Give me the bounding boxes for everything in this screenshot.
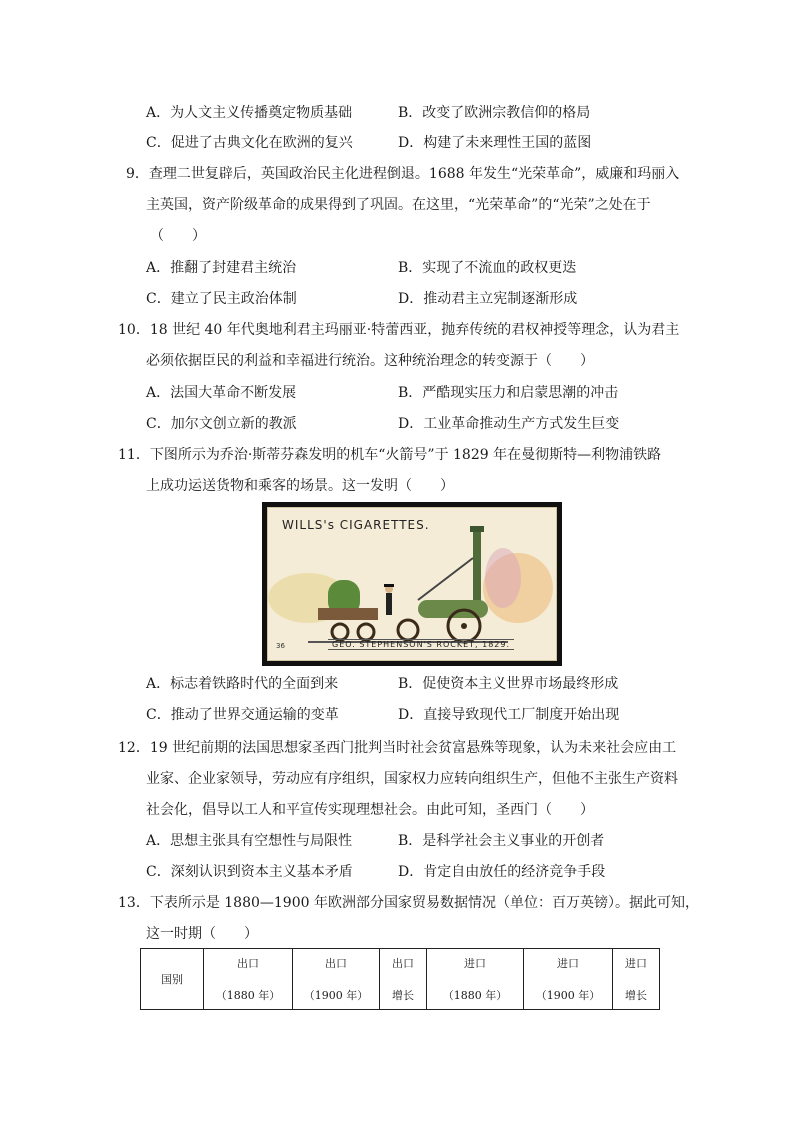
- header-export-1880: [204, 949, 293, 1010]
- q10-option-d: D．工业革命推动生产方式发生巨变: [398, 416, 620, 432]
- q13-stem-line-1: 13．下表所示是 1880—1900 年欧洲部分国家贸易数据情况（单位：百万英镑）。据此可知，: [118, 895, 699, 911]
- q8-option-d: D．构建了未来理性王国的蓝图: [398, 135, 592, 151]
- header-import-growth: [613, 949, 660, 1010]
- q11-option-c: C．推动了世界交通运输的变革: [146, 707, 339, 723]
- q9-option-a: A．推翻了封建君主统治: [146, 260, 297, 276]
- header-export-1900: [293, 949, 380, 1010]
- header-sublabel: （1880 年）: [215, 989, 281, 1002]
- cigarette-card: [267, 507, 557, 661]
- header-import-1900: [524, 949, 613, 1010]
- header-label: 进口: [625, 957, 647, 970]
- header-sublabel: （1900 年）: [535, 989, 601, 1002]
- q13-stem-line-2: 这一时期（ ）: [146, 926, 258, 942]
- locomotive-illustration: [268, 508, 556, 660]
- q9-option-d: D．推动君主立宪制逐渐形成: [398, 291, 578, 307]
- q12-option-d: D．肯定自由放任的经济竞争手段: [398, 864, 606, 880]
- q10-stem-line-1: 10．18 世纪 40 年代奥地利君主玛丽亚·特蕾西亚，抛弃传统的君权神授等理念，认为君主: [118, 322, 680, 338]
- header-label: 出口: [325, 957, 347, 970]
- card-caption: GEO. STEPHENSON'S ROCKET, 1829.: [328, 639, 514, 650]
- header-country-label: 国别: [161, 973, 183, 986]
- q9-stem-line-2: 主英国，资产阶级革命的成果得到了巩固。在这里，“光荣革命”的“光荣”之处在于: [146, 197, 651, 213]
- header-label: 出口: [392, 957, 414, 970]
- q11-stem-line-2: 上成功运送货物和乘客的场景。这一发明（ ）: [146, 478, 454, 494]
- header-sublabel: （1900 年）: [303, 989, 369, 1002]
- q8-option-c: C．促进了古典文化在欧洲的复兴: [146, 135, 353, 151]
- card-number: 36: [276, 642, 285, 650]
- header-label: 进口: [557, 957, 579, 970]
- q10-option-b: B．严酷现实压力和启蒙思潮的冲击: [398, 385, 619, 401]
- header-sublabel: （1880 年）: [442, 989, 508, 1002]
- header-sublabel: 增长: [392, 989, 414, 1002]
- trade-data-table: [140, 948, 660, 1010]
- q11-option-d: D．直接导致现代工厂制度开始出现: [398, 707, 620, 723]
- header-export-growth: [380, 949, 427, 1010]
- header-import-1880: [427, 949, 524, 1010]
- q12-stem-line-2: 业家、企业家领导，劳动应有序组织，国家权力应转向组织生产，但他不主张生产资料: [146, 771, 678, 787]
- q10-option-c: C．加尔文创立新的教派: [146, 416, 297, 432]
- q9-stem-line-3: （ ）: [150, 228, 206, 244]
- q8-option-b: B．改变了欧洲宗教信仰的格局: [398, 105, 591, 121]
- header-country: [141, 949, 204, 1010]
- q12-stem-line-3: 社会化，倡导以工人和平宣传实现理想社会。由此可知，圣西门（ ）: [146, 802, 594, 818]
- q9-stem-line-1: 9．查理二世复辟后，英国政治民主化进程倒退。1688 年发生“光荣革命”，威廉和玛丽入: [126, 166, 680, 182]
- q12-option-b: B．是科学社会主义事业的开创者: [398, 833, 605, 849]
- header-label: 进口: [464, 957, 486, 970]
- q10-stem-line-2: 必须依据臣民的利益和幸福进行统治。这种统治理念的转变源于（ ）: [146, 353, 594, 369]
- q9-option-c: C．建立了民主政治体制: [146, 291, 297, 307]
- q11-stem-line-1: 11．下图所示为乔治·斯蒂芬森发明的机车“火箭号”于 1829 年在曼彻斯特—利物浦铁路: [118, 447, 662, 463]
- q12-stem-line-1: 12．19 世纪前期的法国思想家圣西门批判当时社会贫富悬殊等现象，认为未来社会应由工: [118, 740, 677, 756]
- table-header-row: [141, 949, 660, 1010]
- card-title: WILLS's CIGARETTES.: [282, 518, 430, 532]
- q10-option-a: A．法国大革命不断发展: [146, 385, 297, 401]
- header-sublabel: 增长: [625, 989, 647, 1002]
- header-label: 出口: [237, 957, 259, 970]
- q11-option-b: B．促使资本主义世界市场最终形成: [398, 676, 619, 692]
- rocket-locomotive-figure: [262, 502, 562, 666]
- q9-option-b: B．实现了不流血的政权更迭: [398, 260, 577, 276]
- q12-option-c: C．深刻认识到资本主义基本矛盾: [146, 864, 353, 880]
- q8-option-a: A．为人文主义传播奠定物质基础: [146, 105, 353, 121]
- q11-option-a: A．标志着铁路时代的全面到来: [146, 676, 339, 692]
- q12-option-a: A．思想主张具有空想性与局限性: [146, 833, 353, 849]
